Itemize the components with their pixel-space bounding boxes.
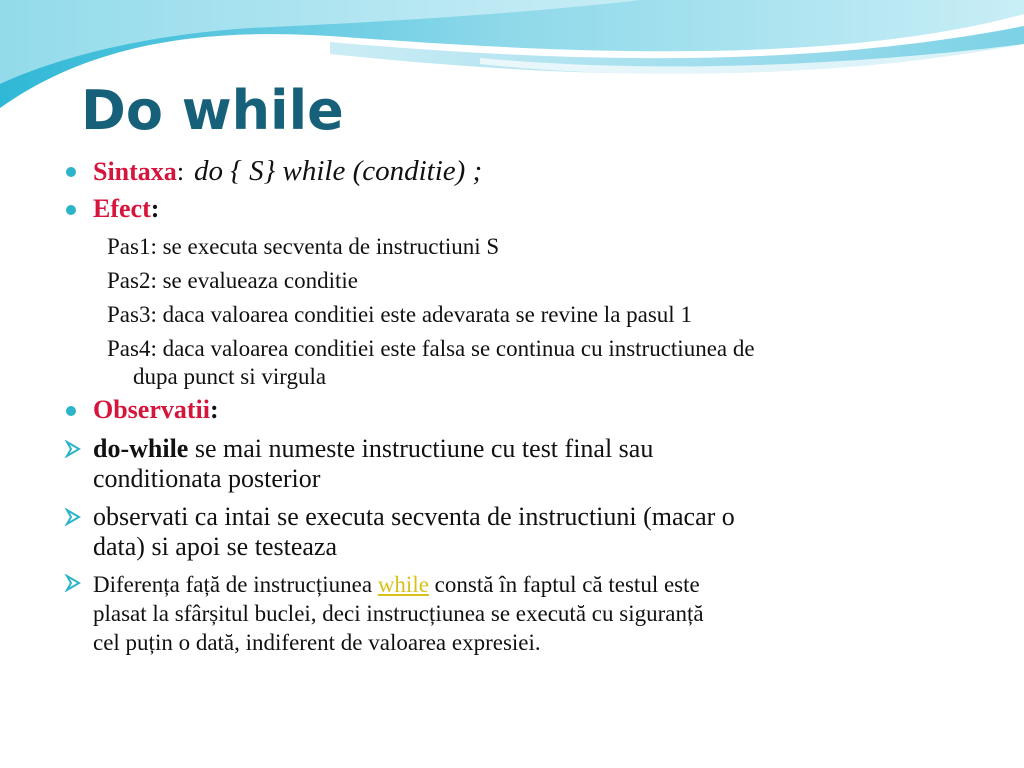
observations-separator: : <box>210 395 219 424</box>
page-title: Do while <box>81 79 344 142</box>
bullet-dot-icon <box>66 205 76 215</box>
note-1-keyword: do-while <box>93 434 189 463</box>
step-4: Pas4: daca valoarea conditiei este falsa se continua cu instructiunea de <box>107 336 755 361</box>
bullet-dot-icon <box>66 167 76 177</box>
arrow-bullet-icon <box>64 574 82 592</box>
note-1-line-2: conditionata posterior <box>93 464 321 493</box>
syntax-code: do { S} while (conditie) ; <box>194 155 483 187</box>
syntax-item <box>93 156 984 187</box>
step-2: Pas2: se evalueaza conditie <box>107 268 358 293</box>
arrow-bullet-icon <box>64 440 82 458</box>
observations-label: Observatii <box>93 395 210 424</box>
observations-item <box>93 395 984 425</box>
note-3 <box>93 570 984 657</box>
note-2 <box>93 502 984 562</box>
note-1 <box>93 434 984 494</box>
step-3: Pas3: daca valoarea conditiei este adevarata se revine la pasul 1 <box>107 302 692 327</box>
effect-separator: : <box>150 194 160 223</box>
effect-label: Efect <box>93 194 151 223</box>
note-3-line-1-post: constă în faptul că testul este <box>428 572 700 597</box>
step-1: Pas1: se executa secventa de instructiuni S <box>107 234 500 259</box>
note-3-line-1-pre: Diferența față de instrucțiunea <box>93 572 378 597</box>
step-4-continuation: dupa punct si virgula <box>133 364 327 389</box>
note-2-line-2: data) si apoi se testeaza <box>93 532 337 561</box>
arrow-bullet-icon <box>64 508 82 526</box>
note-2-line-1: observati ca intai se executa secventa de instructiuni (macar o <box>93 502 735 531</box>
note-3-line-2: plasat la sfârșitul buclei, deci instrucțiunea se execută cu siguranță <box>93 601 704 626</box>
bullet-dot-icon <box>66 406 76 416</box>
while-link[interactable]: while <box>377 572 429 597</box>
syntax-separator: : <box>176 157 185 186</box>
syntax-label: Sintaxa <box>93 157 177 186</box>
effect-item <box>93 194 984 224</box>
note-1-line-1: se mai numeste instructiune cu test final sau <box>188 434 654 463</box>
note-3-line-3: cel puțin o dată, indiferent de valoarea expresiei. <box>93 630 541 655</box>
